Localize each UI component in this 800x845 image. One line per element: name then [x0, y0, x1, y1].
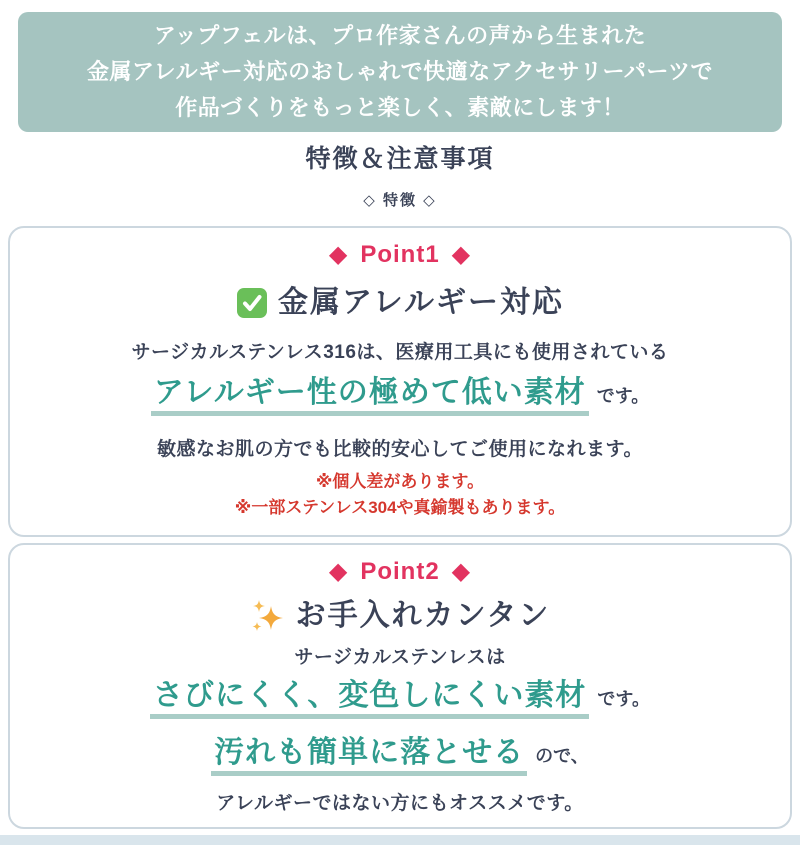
intro-banner-line: 作品づくりをもっと楽しく、素敵にします！	[175, 95, 625, 120]
product-description-page	[0, 12, 800, 845]
card1-note2: ※一部ステンレス304や真鍮製もあります。	[234, 498, 566, 517]
card1-highlight-line	[22, 370, 778, 421]
card2-highlight1-text: さびにくく、変色しにくい素材	[150, 679, 589, 719]
intro-banner-line: 金属アレルギー対応のおしゃれで快適なアクセサリーパーツで	[87, 59, 713, 84]
sparkles-icon	[250, 598, 286, 634]
card2-title	[22, 597, 778, 635]
section-title: 特徴＆注意事項	[305, 145, 495, 173]
point1-label-text: Point1	[360, 241, 440, 268]
section-subheading: ◇ 特徴 ◇	[363, 192, 437, 209]
card2-body1: サージカルステンレスは	[294, 647, 506, 668]
diamond-icon: ◆	[328, 241, 349, 268]
point2-label	[22, 559, 778, 585]
card2-highlight-line2	[22, 730, 778, 781]
card2-highlight2-suffix: ので、	[535, 746, 589, 766]
check-icon	[236, 287, 268, 319]
point2-label-text: Point2	[360, 558, 440, 585]
point1-label	[22, 242, 778, 268]
card2-highlight2-text: 汚れも簡単に落とせる	[211, 736, 527, 776]
diamond-icon: ◆	[451, 241, 472, 268]
card2-highlight1-suffix: です。	[597, 689, 650, 709]
card2-highlight-line1	[22, 673, 778, 724]
card2-title-text: お手入れカンタン	[295, 599, 551, 632]
feature-card-point1	[8, 226, 792, 537]
card1-highlight-suffix: です。	[596, 386, 650, 406]
card1-highlight-text: アレルギー性の極めて低い素材	[151, 376, 589, 416]
card1-body1: サージカルステンレス316は、医療用工具にも使用されている	[131, 342, 669, 363]
card2-body2: アレルギーではない方にもオススメです。	[216, 793, 584, 814]
card1-title-text: 金属アレルギー対応	[277, 286, 565, 319]
feature-card-point2	[8, 543, 792, 829]
card1-note1: ※個人差があります。	[315, 472, 485, 491]
bottom-strip	[0, 835, 800, 845]
intro-banner	[18, 12, 782, 132]
diamond-icon: ◆	[328, 558, 349, 585]
diamond-icon: ◆	[451, 558, 472, 585]
card1-title	[22, 284, 778, 322]
card1-body2: 敏感なお肌の方でも比較的安心してご使用になれます。	[157, 439, 643, 460]
intro-banner-line: アップフェルは、プロ作家さんの声から生まれた	[153, 23, 647, 48]
